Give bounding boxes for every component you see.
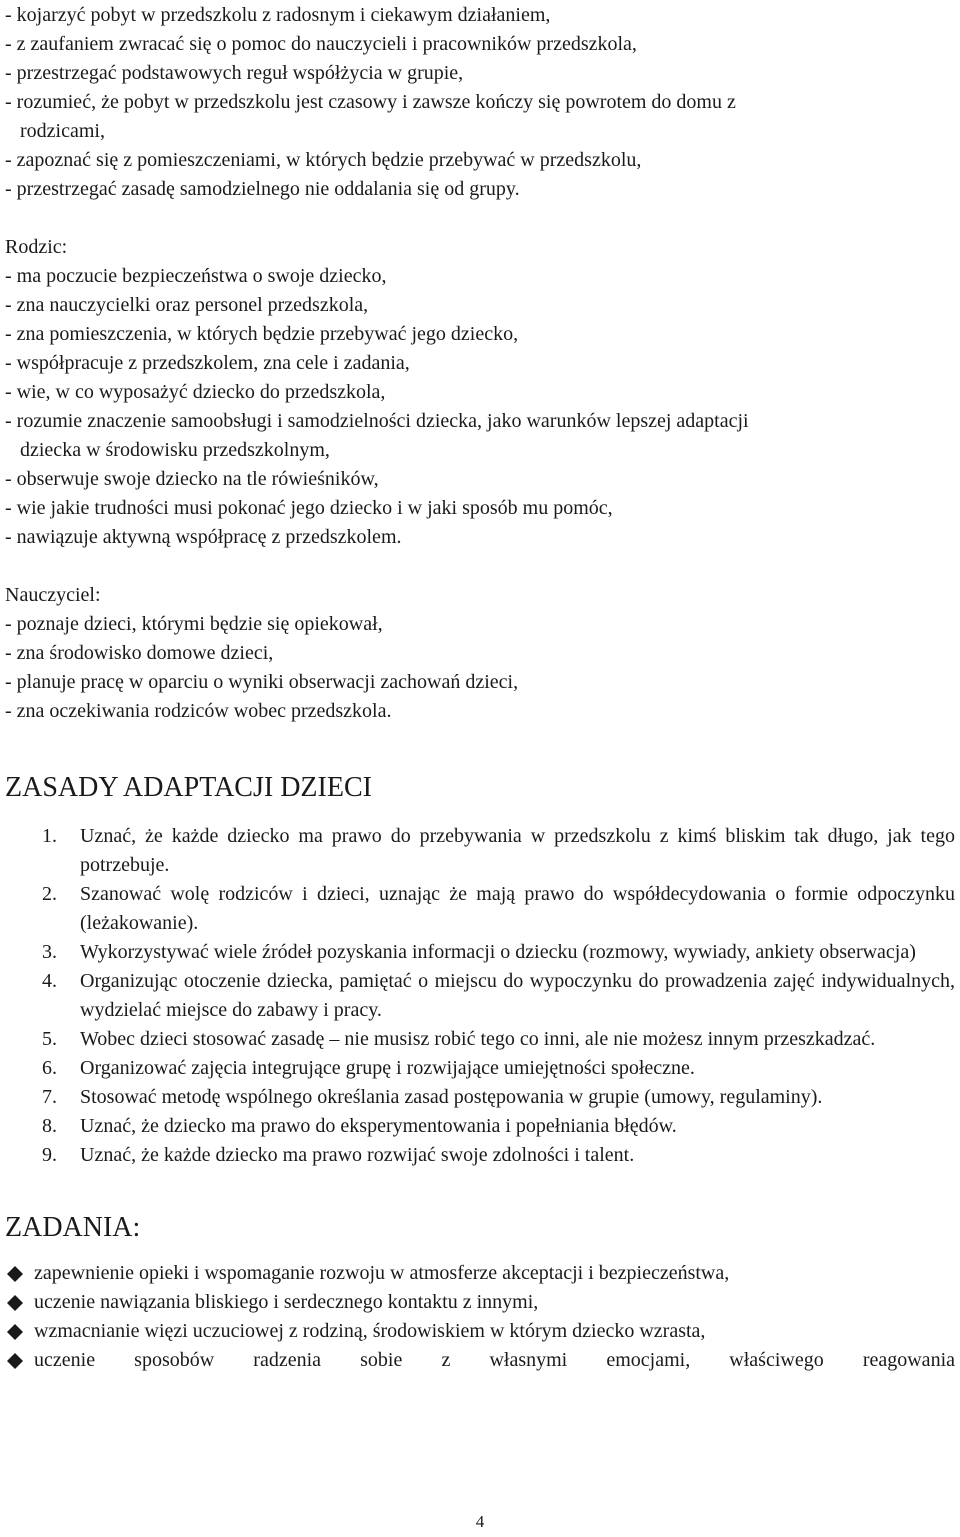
top-list (5, 1, 955, 204)
bullet-text: uczenie sposobów radzenia sobie z własnymi emocjami, właściwego reagowania (34, 1349, 955, 1371)
numbered-item (42, 967, 955, 1025)
item-number: 5. (42, 1028, 57, 1050)
zadania-heading: ZADANIA: (5, 1212, 141, 1243)
list-item: - obserwuje swoje dziecko na tle rówieśników, (5, 468, 379, 490)
bullet-item (5, 1317, 955, 1346)
item-number: 7. (42, 1086, 57, 1108)
list-item: - współpracuje z przedszkolem, zna cele i zadania, (5, 352, 410, 374)
list-item: - planuje pracę w oparciu o wyniki obserwacji zachowań dzieci, (5, 671, 519, 693)
list-item: - kojarzyć pobyt w przedszkolu z radosnym i ciekawym działaniem, (5, 4, 551, 26)
bullet-text: uczenie nawiązania bliskiego i serdecznego kontaktu z innymi, (34, 1291, 539, 1313)
list-item: - przestrzegać zasadę samodzielnego nie oddalania się od grupy. (5, 178, 520, 200)
item-text: Uznać, że dziecko ma prawo do eksperymentowania i popełniania błędów. (80, 1115, 677, 1137)
list-item: - rozumieć, że pobyt w przedszkolu jest czasowy i zawsze kończy się powrotem do domu z (5, 91, 736, 113)
list-item: - zna nauczycielki oraz personel przedszkola, (5, 294, 369, 316)
item-text: Uznać, że każde dziecko ma prawo rozwijać swoje zdolności i talent. (80, 1144, 635, 1166)
bullet-item (5, 1288, 955, 1317)
bullet-item (5, 1259, 955, 1288)
item-number: 3. (42, 941, 57, 963)
rodzic-heading: Rodzic: (5, 236, 68, 258)
list-item: - nawiązuje aktywną współpracę z przedszkolem. (5, 526, 402, 548)
numbered-item (42, 1141, 955, 1170)
rodzic-section (5, 233, 955, 552)
item-text: Organizować zajęcia integrujące grupę i rozwijające umiejętności społeczne. (80, 1057, 695, 1079)
item-number: 4. (42, 970, 57, 992)
numbered-item (42, 938, 955, 967)
item-text: Wobec dzieci stosować zasadę – nie musisz robić tego co inni, ale nie możesz innym przeszkadzać. (80, 1028, 876, 1050)
item-number: 6. (42, 1057, 57, 1079)
diamond-bullet-icon (7, 1324, 23, 1340)
item-number: 1. (42, 825, 57, 847)
list-item: - ma poczucie bezpieczeństwa o swoje dziecko, (5, 265, 387, 287)
diamond-bullet-icon (7, 1266, 23, 1282)
numbered-item (42, 880, 955, 938)
zasady-heading: ZASADY ADAPTACJI DZIECI (5, 772, 372, 803)
numbered-item (42, 1054, 955, 1083)
list-item: - rozumie znaczenie samoobsługi i samodzielności dziecka, jako warunków lepszej adaptacji (5, 410, 749, 432)
item-text: Stosować metodę wspólnego określania zasad postępowania w grupie (umowy, regulaminy). (80, 1086, 823, 1108)
nauczyciel-heading: Nauczyciel: (5, 584, 101, 606)
list-item: - zna pomieszczenia, w których będzie przebywać jego dziecko, (5, 323, 519, 345)
document-page (5, 0, 955, 1375)
page-number: 4 (475, 1512, 485, 1531)
item-text: Wykorzystywać wiele źródeł pozyskania informacji o dziecku (rozmowy, wywiady, ankiety obserwacja) (80, 941, 916, 963)
numbered-item (42, 822, 955, 880)
zasady-list (42, 822, 955, 1170)
list-item-continuation: dziecka w środowisku przedszkolnym, (20, 439, 330, 461)
item-number: 9. (42, 1144, 57, 1166)
bullet-text: zapewnienie opieki i wspomaganie rozwoju w atmosferze akceptacji i bezpieczeństwa, (34, 1262, 730, 1284)
numbered-item (42, 1083, 955, 1112)
list-item: - przestrzegać podstawowych reguł współżycia w grupie, (5, 62, 464, 84)
item-number: 8. (42, 1115, 57, 1137)
item-text: Organizując otoczenie dziecka, pamiętać o miejscu do wypoczynku do prowadzenia zajęć indywidualnych, wydzielać miejsce do zabawy i pracy. (80, 970, 955, 1021)
bullet-text: wzmacnianie więzi uczuciowej z rodziną, środowiskiem w którym dziecko wzrasta, (34, 1320, 706, 1342)
nauczyciel-section (5, 581, 955, 726)
numbered-item (42, 1025, 955, 1054)
numbered-item (42, 1112, 955, 1141)
list-item: - zna oczekiwania rodziców wobec przedszkola. (5, 700, 392, 722)
list-item: - zapoznać się z pomieszczeniami, w których będzie przebywać w przedszkolu, (5, 149, 642, 171)
list-item: - zna środowisko domowe dzieci, (5, 642, 274, 664)
item-text: Uznać, że każde dziecko ma prawo do przebywania w przedszkolu z kimś bliskim tak długo, jak tego potrzebuje. (80, 825, 955, 876)
diamond-bullet-icon (7, 1295, 23, 1311)
item-text: Szanować wolę rodziców i dzieci, uznając że mają prawo do współdecydowania o formie odpoczynku (leżakowanie). (80, 883, 955, 934)
list-item: - z zaufaniem zwracać się o pomoc do nauczycieli i pracowników przedszkola, (5, 33, 637, 55)
bullet-item (5, 1346, 955, 1375)
list-item: - poznaje dzieci, którymi będzie się opiekował, (5, 613, 383, 635)
list-item-continuation: rodzicami, (20, 120, 105, 142)
diamond-bullet-icon (7, 1353, 23, 1369)
list-item: - wie, w co wyposażyć dziecko do przedszkola, (5, 381, 386, 403)
list-item: - wie jakie trudności musi pokonać jego dziecko i w jaki sposób mu pomóc, (5, 497, 613, 519)
item-number: 2. (42, 883, 57, 905)
zadania-list (5, 1259, 955, 1375)
